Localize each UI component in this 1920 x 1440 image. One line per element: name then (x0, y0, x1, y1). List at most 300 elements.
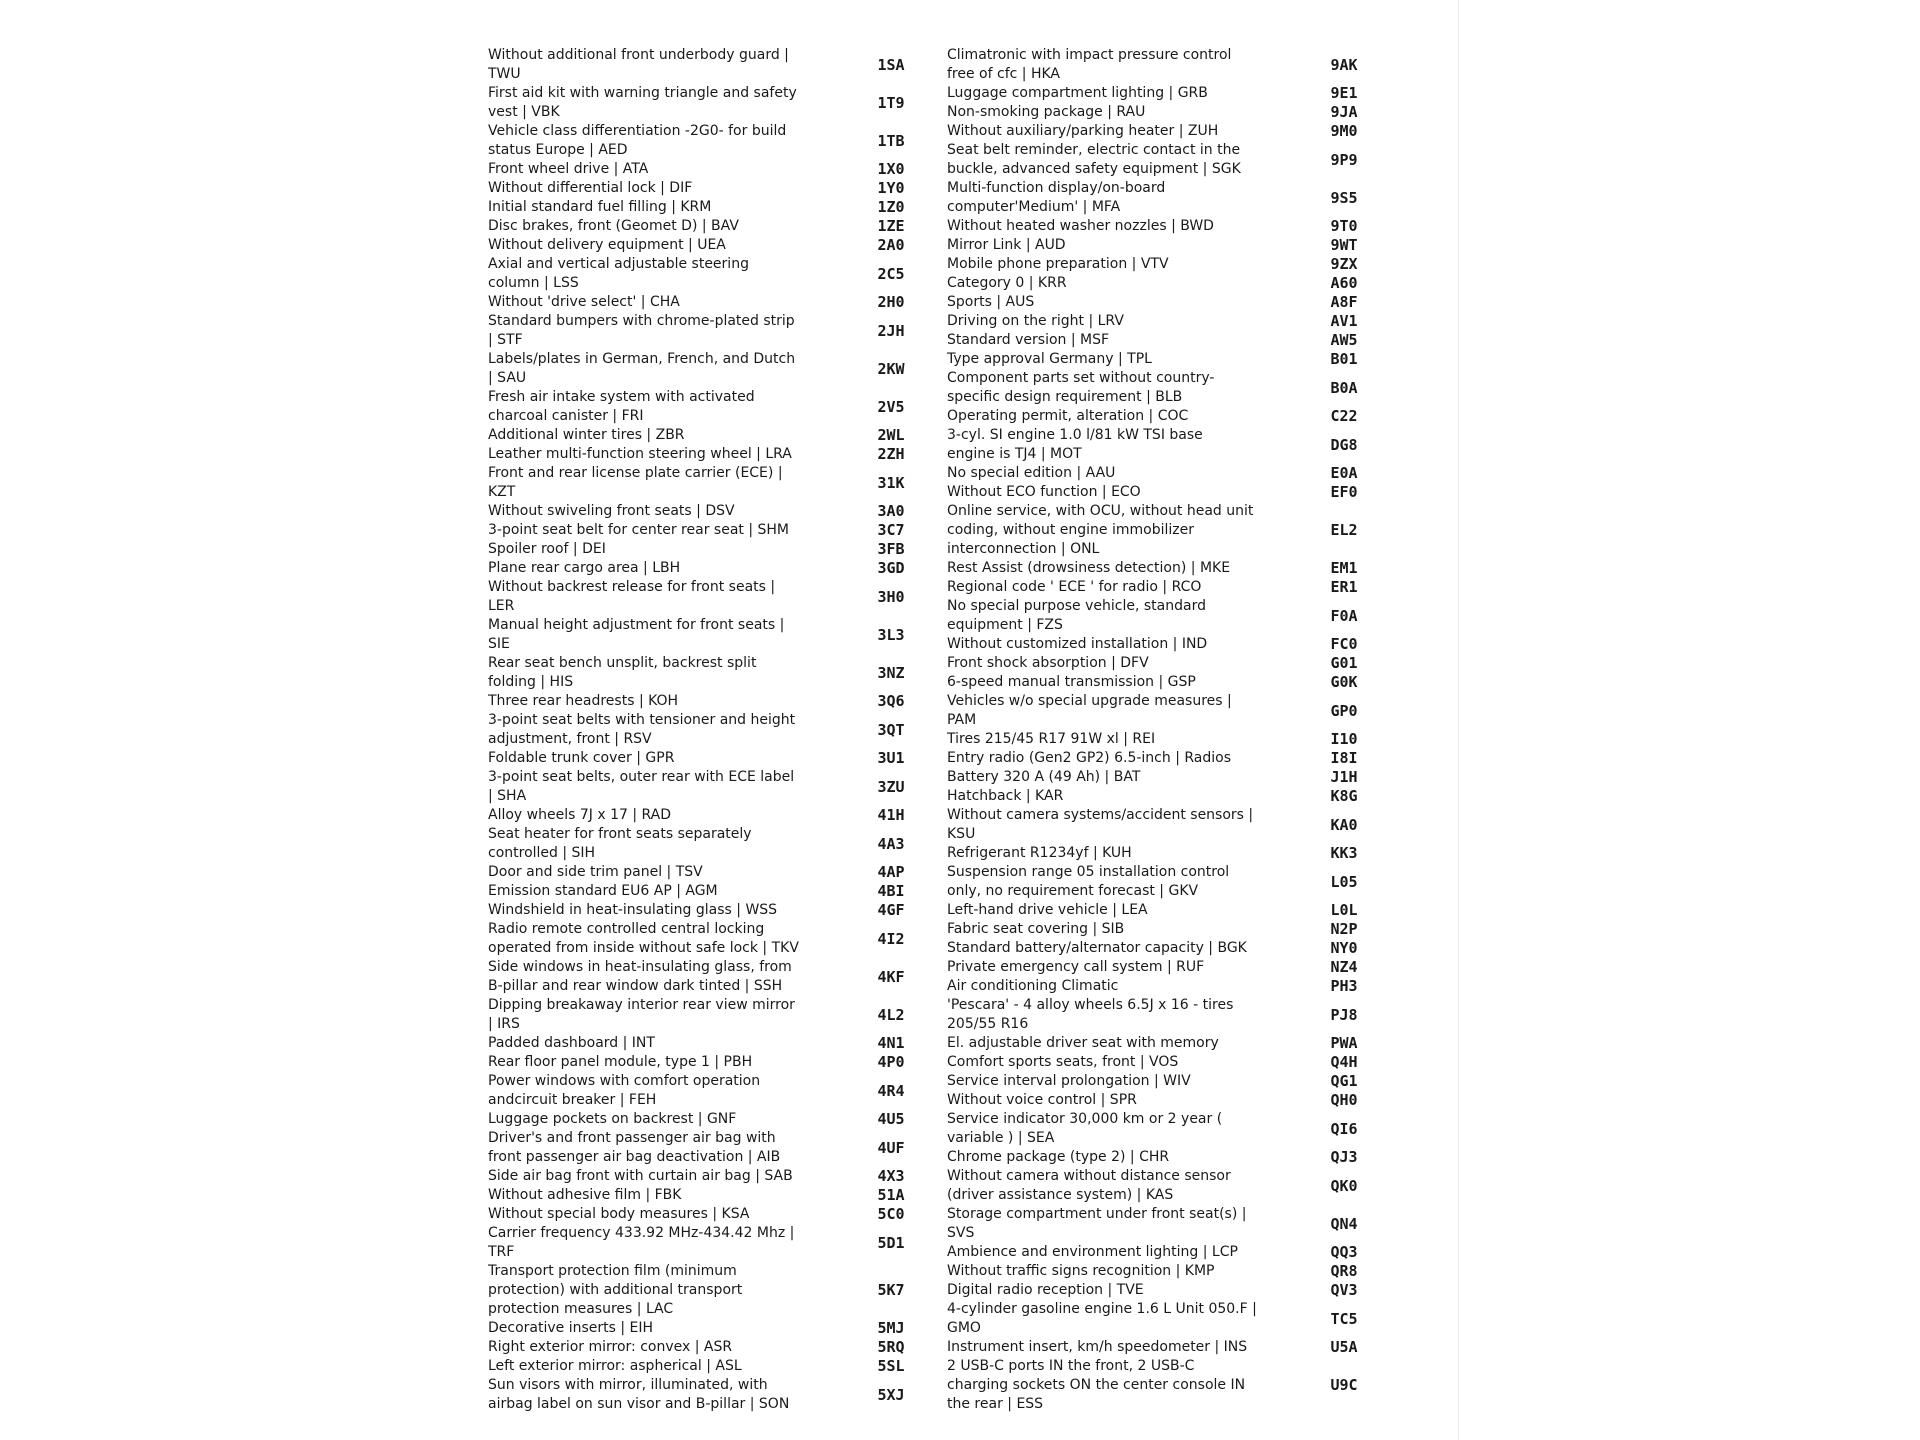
equipment-code: AV1 (1330, 312, 1358, 330)
equipment-code: C22 (1330, 407, 1358, 425)
equipment-description: Regional code ' ECE ' for radio | RCO (947, 579, 1202, 595)
equipment-list-right-column (947, 46, 1417, 1414)
equipment-code: 5D1 (877, 1233, 905, 1252)
equipment-entry (488, 1053, 954, 1072)
equipment-description: Non-smoking package | RAU (947, 104, 1146, 120)
equipment-description: No special edition | AAU (947, 465, 1116, 481)
equipment-code: 1ZE (877, 217, 905, 235)
equipment-code: 3L3 (877, 625, 905, 644)
equipment-description: Digital radio reception | TVE (947, 1282, 1144, 1298)
equipment-code: QK0 (1330, 1176, 1358, 1195)
equipment-entry (947, 863, 1417, 901)
equipment-description: Power windows with comfort operation andcircuit breaker | FEH (488, 1073, 761, 1108)
equipment-code: FC0 (1330, 635, 1358, 653)
equipment-code: 9ZX (1330, 255, 1358, 273)
equipment-code: A8F (1330, 293, 1358, 311)
equipment-code: 3QT (877, 720, 905, 739)
equipment-entry (947, 1053, 1417, 1072)
equipment-code: 3Q6 (877, 692, 905, 710)
equipment-entry (947, 768, 1417, 787)
equipment-code: 9T0 (1330, 217, 1358, 235)
equipment-entry (488, 1110, 954, 1129)
equipment-description: No special purpose vehicle, standard equipment | FZS (947, 598, 1206, 633)
equipment-code: 5MJ (877, 1319, 905, 1337)
equipment-entry (947, 46, 1417, 84)
equipment-code: F0A (1330, 606, 1358, 625)
equipment-description: 3-point seat belts, outer rear with ECE label | SHA (488, 769, 795, 804)
equipment-entry (488, 882, 954, 901)
equipment-entry (947, 806, 1417, 844)
equipment-entry (947, 407, 1417, 426)
equipment-entry (488, 1262, 954, 1319)
equipment-description: Without 'drive select' | CHA (488, 294, 680, 310)
equipment-code: GP0 (1330, 701, 1358, 720)
equipment-description: First aid kit with warning triangle and safety vest | VBK (488, 85, 797, 120)
equipment-code: 1T9 (877, 93, 905, 112)
equipment-description: Storage compartment under front seat(s) | SVS (947, 1206, 1247, 1241)
equipment-entry (488, 1167, 954, 1186)
equipment-description: Without special body measures | KSA (488, 1206, 750, 1222)
equipment-code: 5C0 (877, 1205, 905, 1223)
equipment-entry (488, 46, 954, 84)
equipment-entry (947, 179, 1417, 217)
equipment-code: QQ3 (1330, 1243, 1358, 1261)
equipment-entry (488, 445, 954, 464)
equipment-description: Alloy wheels 7J x 17 | RAD (488, 807, 672, 823)
equipment-code: PH3 (1330, 977, 1358, 995)
equipment-description: Side air bag front with curtain air bag | SAB (488, 1168, 793, 1184)
equipment-entry (947, 597, 1417, 635)
equipment-code: 4A3 (877, 834, 905, 853)
equipment-description: Vehicles w/o special upgrade measures | PAM (947, 693, 1232, 728)
equipment-code: NY0 (1330, 939, 1358, 957)
equipment-code: QG1 (1330, 1072, 1358, 1090)
equipment-entry (488, 179, 954, 198)
equipment-entry (488, 863, 954, 882)
equipment-code: I10 (1330, 730, 1358, 748)
equipment-description: Radio remote controlled central locking operated from inside without safe lock | TKV (488, 921, 799, 956)
equipment-code: 9P9 (1330, 150, 1358, 169)
equipment-description: Front and rear license plate carrier (ECE) | KZT (488, 465, 783, 500)
equipment-description: Type approval Germany | TPL (947, 351, 1152, 367)
equipment-entry (947, 141, 1417, 179)
equipment-description: Entry radio (Gen2 GP2) 6.5-inch | Radios (947, 750, 1231, 766)
equipment-entry (488, 1319, 954, 1338)
equipment-code: 4BI (877, 882, 905, 900)
equipment-code: 1SA (877, 55, 905, 74)
equipment-entry (947, 1357, 1417, 1414)
equipment-description: Sun visors with mirror, illuminated, with airbag label on sun visor and B-pillar | SON (488, 1377, 790, 1412)
equipment-entry (947, 1281, 1417, 1300)
equipment-description: Without additional front underbody guard | TWU (488, 47, 789, 82)
equipment-entry (488, 122, 954, 160)
equipment-code: 2A0 (877, 236, 905, 254)
equipment-entry (488, 711, 954, 749)
equipment-code: 1Z0 (877, 198, 905, 216)
equipment-entry (947, 1148, 1417, 1167)
equipment-description: Without ECO function | ECO (947, 484, 1141, 500)
equipment-description: Left exterior mirror: aspherical | ASL (488, 1358, 742, 1374)
equipment-code: 5K7 (877, 1281, 905, 1299)
equipment-description: Without swiveling front seats | DSV (488, 503, 735, 519)
equipment-description: Fresh air intake system with activated charcoal canister | FRI (488, 389, 755, 424)
equipment-code: 9AK (1330, 55, 1358, 74)
equipment-description: 'Pescara' - 4 alloy wheels 6.5J x 16 - tires 205/55 R16 (947, 997, 1234, 1032)
equipment-entry (488, 1129, 954, 1167)
equipment-description: Private emergency call system | RUF (947, 959, 1205, 975)
equipment-entry (947, 1034, 1417, 1053)
equipment-description: Fabric seat covering | SIB (947, 921, 1125, 937)
equipment-code: 4P0 (877, 1053, 905, 1071)
equipment-code: 4UF (877, 1138, 905, 1157)
equipment-entry (488, 920, 954, 958)
equipment-description: Front wheel drive | ATA (488, 161, 649, 177)
equipment-code: 1TB (877, 131, 905, 150)
equipment-entry (488, 84, 954, 122)
equipment-code: 3H0 (877, 587, 905, 606)
equipment-entry (947, 236, 1417, 255)
equipment-code: 9M0 (1330, 122, 1358, 140)
equipment-entry (488, 559, 954, 578)
equipment-code: L05 (1330, 872, 1358, 891)
equipment-code: 2KW (877, 359, 905, 378)
equipment-description: Leather multi-function steering wheel | LRA (488, 446, 792, 462)
equipment-code: 9S5 (1330, 188, 1358, 207)
equipment-entry (488, 1072, 954, 1110)
equipment-entry (488, 426, 954, 445)
equipment-description: Mobile phone preparation | VTV (947, 256, 1169, 272)
equipment-code: QR8 (1330, 1262, 1358, 1280)
equipment-description: Without adhesive film | FBK (488, 1187, 682, 1203)
page-edge-divider (1458, 0, 1459, 1440)
equipment-description: Without heated washer nozzles | BWD (947, 218, 1214, 234)
equipment-description: Initial standard fuel filling | KRM (488, 199, 712, 215)
equipment-description: Driving on the right | LRV (947, 313, 1124, 329)
equipment-entry (488, 388, 954, 426)
equipment-description: Without voice control | SPR (947, 1092, 1137, 1108)
equipment-entry (947, 920, 1417, 939)
equipment-description: Without auxiliary/parking heater | ZUH (947, 123, 1219, 139)
equipment-description: Front shock absorption | DFV (947, 655, 1149, 671)
equipment-description: Transport protection film (minimum protection) with additional transport protection measures | LAC (488, 1263, 743, 1317)
equipment-entry (947, 692, 1417, 730)
equipment-code: I8I (1330, 749, 1358, 767)
equipment-description: Refrigerant R1234yf | KUH (947, 845, 1132, 861)
equipment-code: 1Y0 (877, 179, 905, 197)
equipment-description: Operating permit, alteration | COC (947, 408, 1189, 424)
equipment-entry (947, 654, 1417, 673)
equipment-entry (947, 426, 1417, 464)
equipment-entry (947, 255, 1417, 274)
equipment-code: 3U1 (877, 749, 905, 767)
equipment-code: K8G (1330, 787, 1358, 805)
equipment-entry (947, 1262, 1417, 1281)
equipment-entry (488, 749, 954, 768)
equipment-code: 3A0 (877, 502, 905, 520)
equipment-code: 4I2 (877, 929, 905, 948)
equipment-description: Ambience and environment lighting | LCP (947, 1244, 1238, 1260)
equipment-entry (488, 578, 954, 616)
equipment-code: 4X3 (877, 1167, 905, 1185)
equipment-description: Side windows in heat-insulating glass, from B-pillar and rear window dark tinted | SSH (488, 959, 792, 994)
equipment-entry (488, 616, 954, 654)
equipment-entry (947, 996, 1417, 1034)
equipment-description: Vehicle class differentiation -2G0- for build status Europe | AED (488, 123, 787, 158)
equipment-code: TC5 (1330, 1309, 1358, 1328)
equipment-code: 3ZU (877, 777, 905, 796)
equipment-entry (947, 331, 1417, 350)
equipment-description: Plane rear cargo area | LBH (488, 560, 681, 576)
equipment-entry (488, 1376, 954, 1414)
equipment-entry (488, 540, 954, 559)
equipment-description: Decorative inserts | EIH (488, 1320, 654, 1336)
equipment-code: 4KF (877, 967, 905, 986)
equipment-code: 4R4 (877, 1081, 905, 1100)
equipment-entry (947, 502, 1417, 559)
equipment-code: 2V5 (877, 397, 905, 416)
equipment-description: Category 0 | KRR (947, 275, 1067, 291)
equipment-code: E0A (1330, 464, 1358, 482)
equipment-code: EL2 (1330, 521, 1358, 539)
equipment-entry (947, 1091, 1417, 1110)
equipment-entry (488, 293, 954, 312)
equipment-description: Dipping breakaway interior rear view mirror | IRS (488, 997, 795, 1032)
equipment-code: 3FB (877, 540, 905, 558)
equipment-description: Luggage compartment lighting | GRB (947, 85, 1208, 101)
equipment-description: Suspension range 05 installation control only, no requirement forecast | GKV (947, 864, 1230, 899)
equipment-code: 2JH (877, 321, 905, 340)
equipment-entry (488, 996, 954, 1034)
equipment-description: Seat belt reminder, electric contact in the buckle, advanced safety equipment | SGK (947, 142, 1241, 177)
equipment-code: NZ4 (1330, 958, 1358, 976)
equipment-entry (947, 673, 1417, 692)
equipment-entry (947, 369, 1417, 407)
equipment-entry (947, 312, 1417, 331)
equipment-entry (488, 901, 954, 920)
equipment-code: G0K (1330, 673, 1358, 691)
equipment-code: AW5 (1330, 331, 1358, 349)
equipment-entry (947, 1243, 1417, 1262)
equipment-description: Comfort sports seats, front | VOS (947, 1054, 1179, 1070)
equipment-entry (947, 464, 1417, 483)
equipment-entry (488, 1224, 954, 1262)
equipment-entry (947, 483, 1417, 502)
equipment-entry (488, 768, 954, 806)
equipment-entry (947, 103, 1417, 122)
equipment-code: 1X0 (877, 160, 905, 178)
equipment-description: Additional winter tires | ZBR (488, 427, 685, 443)
equipment-entry (947, 559, 1417, 578)
equipment-description: 3-point seat belts with tensioner and height adjustment, front | RSV (488, 712, 796, 747)
equipment-entry (488, 1205, 954, 1224)
equipment-description: Rest Assist (drowsiness detection) | MKE (947, 560, 1231, 576)
equipment-description: Foldable trunk cover | GPR (488, 750, 675, 766)
equipment-entry (947, 635, 1417, 654)
equipment-description: Service indicator 30,000 km or 2 year ( variable ) | SEA (947, 1111, 1223, 1146)
equipment-code: 2ZH (877, 445, 905, 463)
equipment-code: N2P (1330, 920, 1358, 938)
equipment-entry (488, 312, 954, 350)
equipment-description: 3-point seat belt for center rear seat | SHM (488, 522, 789, 538)
equipment-code: QN4 (1330, 1214, 1358, 1233)
equipment-entry (488, 1338, 954, 1357)
equipment-entry (488, 958, 954, 996)
equipment-description: Without backrest release for front seats | LER (488, 579, 776, 614)
equipment-entry (947, 1300, 1417, 1338)
equipment-description: Disc brakes, front (Geomet D) | BAV (488, 218, 739, 234)
equipment-description: Windshield in heat-insulating glass | WSS (488, 902, 778, 918)
equipment-description: Air conditioning Climatic (947, 978, 1119, 994)
equipment-entry (947, 122, 1417, 141)
equipment-code: ER1 (1330, 578, 1358, 596)
equipment-code: 51A (877, 1186, 905, 1204)
equipment-description: Manual height adjustment for front seats | SIE (488, 617, 785, 652)
equipment-description: Left-hand drive vehicle | LEA (947, 902, 1148, 918)
equipment-code: QJ3 (1330, 1148, 1358, 1166)
equipment-entry (488, 464, 954, 502)
equipment-code: QH0 (1330, 1091, 1358, 1109)
equipment-description: El. adjustable driver seat with memory (947, 1035, 1219, 1051)
equipment-code: 3NZ (877, 663, 905, 682)
equipment-description: Axial and vertical adjustable steering column | LSS (488, 256, 749, 291)
equipment-description: Without delivery equipment | UEA (488, 237, 726, 253)
equipment-description: Battery 320 A (49 Ah) | BAT (947, 769, 1141, 785)
equipment-description: Standard battery/alternator capacity | BGK (947, 940, 1247, 956)
equipment-description: Climatronic with impact pressure control free of cfc | HKA (947, 47, 1232, 82)
equipment-description: Component parts set without country- specific design requirement | BLB (947, 370, 1215, 405)
equipment-code: KA0 (1330, 815, 1358, 834)
equipment-code: 9E1 (1330, 84, 1358, 102)
equipment-code: PWA (1330, 1034, 1358, 1052)
equipment-description: 3-cyl. SI engine 1.0 l/81 kW TSI base engine is TJ4 | MOT (947, 427, 1203, 462)
equipment-entry (488, 1186, 954, 1205)
equipment-code: 3GD (877, 559, 905, 577)
equipment-code: EF0 (1330, 483, 1358, 501)
equipment-entry (947, 293, 1417, 312)
equipment-code: Q4H (1330, 1053, 1358, 1071)
equipment-entry (947, 787, 1417, 806)
equipment-code: B01 (1330, 350, 1358, 368)
equipment-entry (488, 217, 954, 236)
equipment-description: Rear floor panel module, type 1 | PBH (488, 1054, 753, 1070)
equipment-entry (488, 255, 954, 293)
equipment-entry (947, 977, 1417, 996)
equipment-description: Without traffic signs recognition | KMP (947, 1263, 1215, 1279)
equipment-code: J1H (1330, 768, 1358, 786)
equipment-code: 41H (877, 806, 905, 824)
equipment-description: Seat heater for front seats separately controlled | SIH (488, 826, 752, 861)
equipment-entry (488, 692, 954, 711)
equipment-entry (488, 521, 954, 540)
equipment-entry (947, 274, 1417, 293)
equipment-entry (947, 730, 1417, 749)
equipment-code: 5RQ (877, 1338, 905, 1356)
equipment-entry (947, 350, 1417, 369)
equipment-code: 5SL (877, 1357, 905, 1375)
equipment-description: Without camera systems/accident sensors | KSU (947, 807, 1254, 842)
equipment-entry (947, 749, 1417, 768)
equipment-code: EM1 (1330, 559, 1358, 577)
equipment-description: Spoiler roof | DEI (488, 541, 606, 557)
equipment-entry (947, 901, 1417, 920)
equipment-description: Padded dashboard | INT (488, 1035, 655, 1051)
equipment-description: 4-cylinder gasoline engine 1.6 L Unit 050.F | GMO (947, 1301, 1257, 1336)
equipment-code: 3C7 (877, 521, 905, 539)
equipment-entry (947, 1205, 1417, 1243)
equipment-code: 31K (877, 473, 905, 492)
equipment-description: Rear seat bench unsplit, backrest split folding | HIS (488, 655, 757, 690)
equipment-code: 4L2 (877, 1005, 905, 1024)
equipment-description: Tires 215/45 R17 91W xl | REI (947, 731, 1156, 747)
equipment-entry (488, 160, 954, 179)
equipment-code: 4AP (877, 863, 905, 881)
equipment-description: Chrome package (type 2) | CHR (947, 1149, 1170, 1165)
equipment-description: Carrier frequency 433.92 MHz-434.42 Mhz | TRF (488, 1225, 795, 1260)
equipment-description: Without customized installation | IND (947, 636, 1208, 652)
equipment-entry (488, 1034, 954, 1053)
equipment-code: 9JA (1330, 103, 1358, 121)
equipment-code: G01 (1330, 654, 1358, 672)
equipment-list-left-column (488, 46, 954, 1414)
equipment-code: B0A (1330, 378, 1358, 397)
equipment-description: 2 USB-C ports IN the front, 2 USB-C charging sockets ON the center console IN the rear | ESS (947, 1358, 1246, 1412)
equipment-code: QI6 (1330, 1119, 1358, 1138)
equipment-description: Labels/plates in German, French, and Dutch | SAU (488, 351, 796, 386)
equipment-code: 4U5 (877, 1110, 905, 1128)
equipment-entry (947, 939, 1417, 958)
equipment-code: 2WL (877, 426, 905, 444)
equipment-entry (947, 1110, 1417, 1148)
equipment-code: A60 (1330, 274, 1358, 292)
equipment-description: Standard bumpers with chrome-plated strip | STF (488, 313, 795, 348)
equipment-description: Instrument insert, km/h speedometer | INS (947, 1339, 1248, 1355)
equipment-entry (947, 578, 1417, 597)
equipment-description: Multi-function display/on-board computer'Medium' | MFA (947, 180, 1166, 215)
equipment-description: 6-speed manual transmission | GSP (947, 674, 1196, 690)
equipment-entry (488, 1357, 954, 1376)
equipment-code: QV3 (1330, 1281, 1358, 1299)
equipment-code: 9WT (1330, 236, 1358, 254)
equipment-code: DG8 (1330, 435, 1358, 454)
equipment-entry (947, 1072, 1417, 1091)
equipment-entry (488, 350, 954, 388)
equipment-description: Mirror Link | AUD (947, 237, 1066, 253)
equipment-code: 4N1 (877, 1034, 905, 1052)
equipment-code: KK3 (1330, 844, 1358, 862)
equipment-entry (947, 217, 1417, 236)
equipment-entry (488, 502, 954, 521)
equipment-code: 4GF (877, 901, 905, 919)
equipment-description: Online service, with OCU, without head unit coding, without engine immobilizer interconnection | ONL (947, 503, 1254, 557)
equipment-description: Service interval prolongation | WIV (947, 1073, 1191, 1089)
equipment-code: 5XJ (877, 1385, 905, 1404)
equipment-description: Hatchback | KAR (947, 788, 1064, 804)
equipment-description: Sports | AUS (947, 294, 1035, 310)
equipment-entry (488, 654, 954, 692)
equipment-entry (488, 236, 954, 255)
equipment-entry (947, 84, 1417, 103)
equipment-entry (947, 844, 1417, 863)
equipment-code: 2C5 (877, 264, 905, 283)
equipment-description: Door and side trim panel | TSV (488, 864, 703, 880)
equipment-code: 2H0 (877, 293, 905, 311)
equipment-description: Driver's and front passenger air bag with front passenger air bag deactivation | AIB (488, 1130, 781, 1165)
equipment-code: U9C (1330, 1376, 1358, 1394)
equipment-entry (947, 958, 1417, 977)
equipment-entry (488, 198, 954, 217)
equipment-entry (488, 825, 954, 863)
equipment-description: Right exterior mirror: convex | ASR (488, 1339, 733, 1355)
